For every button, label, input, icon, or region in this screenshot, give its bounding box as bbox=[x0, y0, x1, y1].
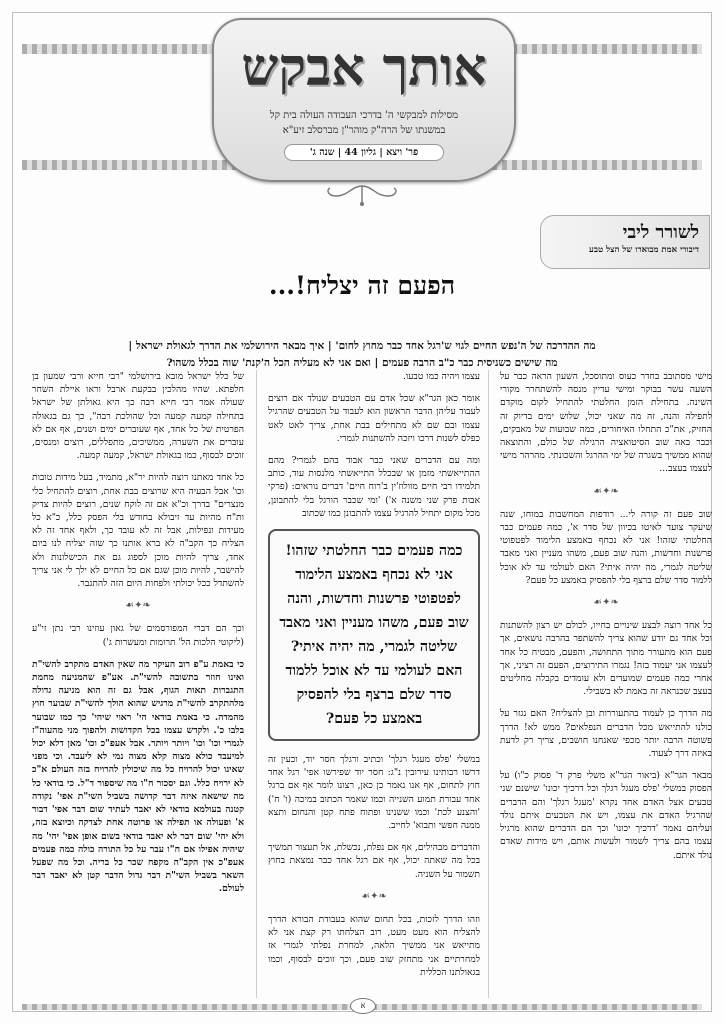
paragraph: שוב פעם זה קורה לי... רודפות המחשבות במוחו, שנה שיעקר צועד לאיטו בכיוון של סדר א', כמה פעמים כבר החלטתי שזהו! אני לא נכחף באמצע הלימוד לפטפוטי פרשנות וחדשות, והנה שוב פעם, משהו מעניין ואני מאבד שליטה לגמרי, מה יהיה איתי? האם לעולמי עד לא אוכל ללמוד סדר שלם ברצף בלי להפסיק באמצע כל פעם? bbox=[500, 508, 712, 586]
paragraph: וכך הם דברי המפורסמים של גאון עוזינו רבי נתן זי"ע (ליקוטי הלכות הל' תרומות ומעשרות ג') bbox=[32, 623, 244, 648]
flourish-divider-icon: ❧✦☙ bbox=[593, 485, 619, 497]
paragraph: מבאר הגר"א (ביאור הגר"א משלי פרק ד' פסוק כ"ו) על הפסוק במשלי 'פלס מעגל רגלך וכל דרכיך יכונו' שישנם שני טבעים אצל האדם אחד נקרא 'מעגל רגלך' והם הדברים שהרגיל האדם את עצמו, ויש את הטבעים איתם נולד ועליהם נאמר 'דרכיך יכונו' וכך הם הדברים שהוא מרגיל עצמו בהם צריך לשמור ולעשות אותם, ויש מידות שאדם נולד איתם. bbox=[500, 770, 712, 861]
article-subheads bbox=[60, 338, 664, 372]
paragraph: במשלי 'פלס מעגל רגלך' וכתיב ורגלך חסר יוד, וכעין זה דרשו רבותינו עירובין נ"ג: חסר יוד שפירשו אפי' רגל אחד חוץ לתחום, אף אנו נאמר כן כאן, רצונו לומר אף אם ברגל אחד עבורת תמוע השנייה וכמו שאמר הכתוב במיכה (ו' ח') 'והצנע לכת' וכמו ששנינו ופתוח פתח קטן והנחום ותצא ממנה חפשי ותבוא' לחייב. bbox=[268, 754, 480, 832]
masthead-title: אותך אבקש bbox=[241, 37, 487, 98]
pull-quote: כמה פעמים כבר החלטתי שזהו! אני לא נכחף באמצע הלימוד לפטפוטי פרשנות וחדשות, והנה שוב פעם, משהו מעניין ואני מאבד שליטה לגמרי, מה יהיה איתי? האם לעולמי עד לא אוכל ללמוד סדר שלם ברצף בלי להפסיק באמצע כל פעם? bbox=[268, 529, 480, 741]
article-column-left bbox=[32, 370, 244, 905]
column-brand-box bbox=[540, 215, 710, 269]
paragraph: מישי מסתובב בחדר כעוס ומתוסכל, השעון הראה כבר על השעה עשר בבוקר ומישי עדיין מנסה להשתחרר מקורי השינה. בתחילת הזמן החלטתי להתחיל לקום מוקדם לתפילה והנה, זה מה שאני יכול, שלוש ימים בדיוק זה החזיק, את"כ התחלו האיחורים, כמה שבועות של מאבקים, וכבר באה שוב הסיטואציה הרגילה של כולם, והתוצאה שהוא ממשיך בשגרה של ימי ההרגל והשכונתי. מהרהר מישי לעצמו בעצב... bbox=[500, 371, 712, 475]
subhead-line1: מה ההדרכה של ה'נפש החיים לגוי ש'רגל אחד כבר מחוץ לחום' | איך מבאר הירושלמי את הדרך לגאולת ישראל | bbox=[128, 340, 596, 352]
paragraph: של כלל ישראל מובא בירושלמי "רבי חייא ורבי שמעון בן חלפתא. שהיו מהלכין בבקעת ארבל וראו איילת השחר שעולה אמר רבי חייא רבה כך היא גאולתן של ישראל בתחילה קמעה קמעה וכל שהולכת רבה", כך גם בגאולה הפרטית של כל אחד, אף שעוברים ימים ושנים, אף אם לא עוברים את השערה, ממשיכים, מתפללים, רוצים ומנסים, זוכים לבסוף, כמו בגאולת ישראל, קמעה קמעה. bbox=[32, 371, 244, 462]
flourish-divider-icon: ❧✦☙ bbox=[593, 597, 619, 609]
column-divider bbox=[488, 370, 489, 998]
column-divider bbox=[256, 370, 257, 998]
column-brand-subtitle: דיבורי אמת מבוארו של הצל טבע bbox=[589, 245, 699, 255]
page-number: א bbox=[350, 998, 376, 1014]
masthead-subtitle-line1: מסילות למבקשי ה' בדרכי העבודה העולה בית קל bbox=[269, 110, 459, 121]
paragraph: ומה עם הדברים שאני כבר אבוד בהם לגמרי? מהם ההתייאשתי מזמן או שבכלל התייאשתי מלנסות עוד, כותב תלמידו רבי חיים מוולוז'ין ב'רוח חיים' דברים נוראים: (פרקי אבות פרק שני משנה א') 'ומי שכבר הורגל בלי להתבונן, מכל מקום יתחיל להרגיל עצמו להתבונן כמו שכתוב bbox=[268, 455, 480, 519]
flourish-ornament-icon bbox=[322, 182, 402, 208]
masthead bbox=[212, 18, 516, 182]
paragraph-quote: כי באמת ע"פ רוב העיקר מה שאין האדם מתקרב להשי"ת ואינו חוזר בתשובה להשי"ת. אע"פ שהמניעה מחמת התגברות תאות הגוף, אבל גם זה הוא מניעה גדולה מלהתקרב להשי"ת מרגיש שהוא הולך להשי"ת שבוער חוץ מהמדה. כי באמת בודאי הי' ראוי שיהי' כך כמו שבוער בלבו כ'. ולקדש עצמו בכל הקדושות ולהפוך מני מהעוה"ז לגמרי וכו' וכו' ויותר ויותר. אבל אעפ"כ וכו' מאן דלא יכול למיעבד כולא מצוה קלא מצוה נמי לא ליעבד. וכי מפני שאינו יכול להרויח כל מה שיכולין להרויח בזה העולם א"כ לא ירויח כלל. וגם יסכור ח"ו מה שיספור ד"ל. כי בודאי כל מה שישאה איזה דבר קדושה בשביל השי"ת אפי' נקודה קטנה בעולמא בודאי לא יאבד לעתיד שום דבר אפי' דבור א' ופעולה או תפילה או פרוטה אחת לצדקה וכיוצא בזה, ולא יהי' שום דבר לא יאבד בודאי בשום אופן אפי' יהי' מה שיהיה אפילו אם ח"ו עבר על כל התורה כולה כמה פעמים אעפ"כ אין הקב"ה מקפח שכר כל בריה. וכל מה שפעל השאר בשביל השי"ת דבר גדול הדבר קטן לא יאבד דבר לעולם. bbox=[32, 658, 244, 895]
paragraph: כל אחד מאתנו רוצה להיות יר"א, מתמיד, בעל מידות טובות וכו' אבל הבעיה היא שרוצים בבת אחת, רוצים להתחיל כלי מנצרים" בדרך וכ"א אם זה לוקח שנים, רוצים להיות צדיק ות"ח מהיות עד זיבולא בחודש בלי הפסק כלל, כ"א כל מעידות ונפילות, אבל זה לא עובד כך, ולאף אחד זה לא הצליח כך הקב"ה לא ברא אותנו כך שזה יצליח לנו ביום אחד, צריך להיות מוכן לספוג גם את הכישלונות ולא להישבר, להיות מוכן שגם אם כל החיים לא ילך לי אני צריך להשתדל ככל יכולתי ולפחות היום הזה להתגבר. bbox=[32, 472, 244, 590]
paragraph: והדברים מבהילים, אף אם נפלת, נכשלת, אל תעצור תמשיך בכל מה שאתה יכול, אף אם רגל אחד כבר נמצאת בחוץ תשמור על השניה. bbox=[268, 842, 480, 880]
paragraph: כל אחד רוצה לבצע שינויים בחייו, לכולם יש רצון להשתנות וכל אחד גם יודע שהוא צריך להשתפר בהרבה נושאים, אך פעם הוא מתעורר מתוך התחושה, והפעם, מבטיח כל אחד לעצמו אני יעמוד בזה! נגמרו התירוצים, הפעם זה רציני, אך אחרי כמה פעמים שמועדים ולא עומדים בקבלה מחליטים בעצב שכנראה זה באמת לא בשבילי. bbox=[500, 620, 712, 698]
article-column-middle bbox=[268, 370, 480, 988]
flourish-divider-icon: ❧✦☙ bbox=[125, 600, 151, 612]
flourish-divider-icon: ❧✦☙ bbox=[361, 890, 387, 902]
column-brand-title: לשורר ליבי bbox=[622, 222, 699, 243]
issue-info: פר' ויצא | גליון 44 | שנה ג' bbox=[284, 144, 444, 161]
paragraph: עצמו ויהיה כמו טבעו. bbox=[402, 371, 480, 382]
masthead-subtitle-line2: במשנתו של הרה"ק מוהר"ן מברסלב זיע"א bbox=[282, 125, 446, 136]
paragraph: וזהו הדרך לזכות, בכל תחום שהוא בעבודת הבורא הדרך להצליח הוא מעט מעט, רוב הצלחתו רק קצת אני לא מתייאש אני ממשיך הלאה, למחרת נפלתי לגמרי אז למחרתיים אני מתחזק שוב פעם, וכך זוכים לבסוף, וכמו בגאולתנו הכללית bbox=[268, 914, 480, 978]
subhead-line2: מה שישים כשניסית כבר כ"ב הרבה פעמים | ואם אני לא מעליה הכל ה'קנת' שוה בכלל משהו? bbox=[166, 357, 558, 369]
paragraph: מה הדרך כן לעמוד בהתעוררות ובן להצליח? האם נגזר על כולנו להתייאש מכל הדברים הנפלאים? ממש לא! הדרך פשוטה הרבה יותר מכפי שאנחנו חושבים, צריך רק לדעת באיזה דרך לצעוד. bbox=[500, 708, 712, 760]
paragraph: אומר כאן הגר"א שכל אדם עם הטבעים שנולד אם רוצים לעבוד עליהן הדבר הראשון הוא לעבוד על הטבעים שהרגיל עצמו ובם שם לא מתחילים בבת אחת, צריך לאט לאט כפלס לשנות דרכו ויזכה להשתנות לגמרי. bbox=[268, 393, 480, 444]
article-headline: הפעם זה יצליח!... bbox=[268, 271, 456, 300]
masthead-subtitle bbox=[224, 108, 504, 138]
article-column-right bbox=[500, 370, 712, 871]
